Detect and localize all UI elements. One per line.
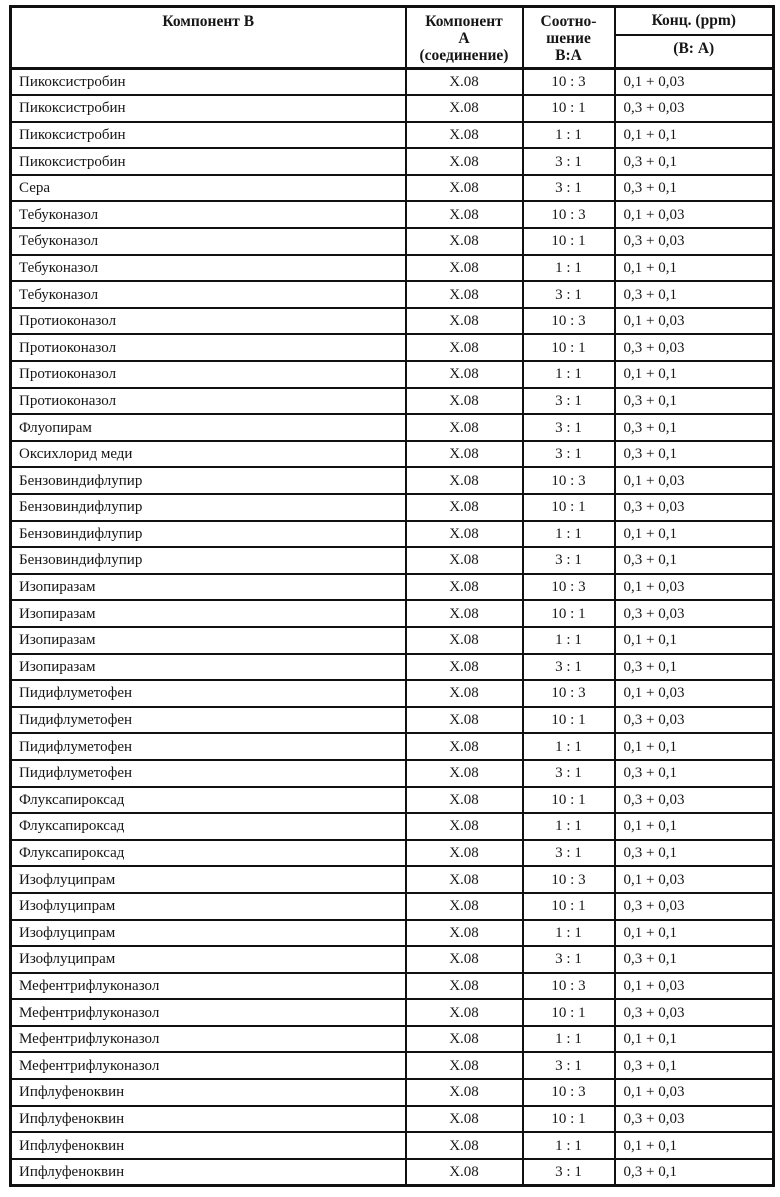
- table-row: [11, 654, 774, 681]
- ratio-cell: 3 : 1: [523, 1052, 615, 1079]
- component-b-cell: Пидифлуметофен: [11, 733, 406, 760]
- ratio-cell: 1 : 1: [523, 813, 615, 840]
- component-a-cell: X.08: [406, 69, 523, 96]
- concentration-cell: 0,3 + 0,03: [615, 228, 774, 255]
- ratio-cell: 3 : 1: [523, 547, 615, 574]
- ratio-cell: 10 : 1: [523, 95, 615, 122]
- ratio-cell: 10 : 1: [523, 600, 615, 627]
- component-a-cell: X.08: [406, 494, 523, 521]
- component-b-cell: Протиоконазол: [11, 361, 406, 388]
- concentration-cell: 0,3 + 0,03: [615, 999, 774, 1026]
- ratio-cell: 1 : 1: [523, 920, 615, 947]
- component-a-cell: X.08: [406, 600, 523, 627]
- ratio-cell: 3 : 1: [523, 946, 615, 973]
- ratio-cell: 1 : 1: [523, 255, 615, 282]
- component-b-cell: Ипфлуфеноквин: [11, 1079, 406, 1106]
- ratio-cell: 1 : 1: [523, 733, 615, 760]
- concentration-cell: 0,3 + 0,03: [615, 600, 774, 627]
- component-a-cell: X.08: [406, 201, 523, 228]
- ratio-cell: 3 : 1: [523, 175, 615, 202]
- table-row: [11, 627, 774, 654]
- ratio-cell: 3 : 1: [523, 1159, 615, 1186]
- concentration-cell: 0,1 + 0,1: [615, 1026, 774, 1053]
- table-row: [11, 1159, 774, 1186]
- table-row: [11, 840, 774, 867]
- header-concentration-sub: (В: А): [615, 35, 774, 69]
- table-row: [11, 122, 774, 149]
- concentration-cell: 0,1 + 0,03: [615, 201, 774, 228]
- component-a-cell: X.08: [406, 866, 523, 893]
- component-a-cell: X.08: [406, 680, 523, 707]
- component-a-cell: X.08: [406, 733, 523, 760]
- component-a-cell: X.08: [406, 627, 523, 654]
- component-b-cell: Сера: [11, 175, 406, 202]
- ratio-cell: 3 : 1: [523, 441, 615, 468]
- ratio-cell: 3 : 1: [523, 281, 615, 308]
- ratio-cell: 10 : 1: [523, 999, 615, 1026]
- ratio-cell: 10 : 1: [523, 334, 615, 361]
- ratio-cell: 3 : 1: [523, 388, 615, 415]
- concentration-cell: 0,1 + 0,03: [615, 680, 774, 707]
- table-row: [11, 441, 774, 468]
- concentration-cell: 0,3 + 0,03: [615, 893, 774, 920]
- concentration-cell: 0,1 + 0,03: [615, 973, 774, 1000]
- component-b-cell: Тебуконазол: [11, 255, 406, 282]
- concentration-cell: 0,3 + 0,1: [615, 1052, 774, 1079]
- ratio-cell: 1 : 1: [523, 122, 615, 149]
- component-a-cell: X.08: [406, 308, 523, 335]
- concentration-cell: 0,3 + 0,1: [615, 760, 774, 787]
- component-b-cell: Бензовиндифлупир: [11, 547, 406, 574]
- header-concentration: Конц. (ppm): [615, 7, 774, 35]
- ratio-cell: 3 : 1: [523, 840, 615, 867]
- ratio-cell: 10 : 1: [523, 494, 615, 521]
- concentration-cell: 0,1 + 0,03: [615, 467, 774, 494]
- concentration-cell: 0,1 + 0,1: [615, 255, 774, 282]
- component-a-cell: X.08: [406, 574, 523, 601]
- component-b-cell: Тебуконазол: [11, 228, 406, 255]
- table-row: [11, 787, 774, 814]
- component-b-cell: Пидифлуметофен: [11, 680, 406, 707]
- concentration-cell: 0,3 + 0,1: [615, 547, 774, 574]
- table-row: [11, 574, 774, 601]
- ratio-cell: 10 : 3: [523, 866, 615, 893]
- header-ratio: Соотно- шение В:А: [523, 7, 615, 69]
- ratio-cell: 10 : 3: [523, 69, 615, 96]
- concentration-cell: 0,3 + 0,1: [615, 840, 774, 867]
- concentration-cell: 0,3 + 0,1: [615, 148, 774, 175]
- component-a-cell: X.08: [406, 122, 523, 149]
- concentration-cell: 0,3 + 0,03: [615, 95, 774, 122]
- concentration-cell: 0,3 + 0,1: [615, 1159, 774, 1186]
- component-b-cell: Бензовиндифлупир: [11, 467, 406, 494]
- component-a-cell: X.08: [406, 946, 523, 973]
- concentration-cell: 0,1 + 0,1: [615, 1132, 774, 1159]
- concentration-cell: 0,1 + 0,1: [615, 361, 774, 388]
- table-row: [11, 334, 774, 361]
- table-row: [11, 388, 774, 415]
- component-a-cell: X.08: [406, 999, 523, 1026]
- component-a-cell: X.08: [406, 521, 523, 548]
- table-row: [11, 175, 774, 202]
- table-row: [11, 228, 774, 255]
- concentration-cell: 0,3 + 0,03: [615, 334, 774, 361]
- component-b-cell: Изофлуципрам: [11, 893, 406, 920]
- component-b-cell: Пидифлуметофен: [11, 760, 406, 787]
- concentration-cell: 0,3 + 0,1: [615, 441, 774, 468]
- component-b-cell: Бензовиндифлупир: [11, 494, 406, 521]
- table-row: [11, 255, 774, 282]
- component-a-cell: X.08: [406, 840, 523, 867]
- ratio-cell: 1 : 1: [523, 361, 615, 388]
- component-a-cell: X.08: [406, 787, 523, 814]
- table-row: [11, 69, 774, 96]
- component-a-cell: X.08: [406, 1159, 523, 1186]
- ratio-cell: 3 : 1: [523, 414, 615, 441]
- component-b-cell: Тебуконазол: [11, 201, 406, 228]
- ratio-cell: 10 : 3: [523, 680, 615, 707]
- component-a-cell: X.08: [406, 148, 523, 175]
- ratio-cell: 1 : 1: [523, 521, 615, 548]
- component-b-cell: Бензовиндифлупир: [11, 521, 406, 548]
- table-row: [11, 760, 774, 787]
- concentration-cell: 0,1 + 0,03: [615, 574, 774, 601]
- component-a-cell: X.08: [406, 441, 523, 468]
- ratio-cell: 10 : 3: [523, 1079, 615, 1106]
- table-row: [11, 813, 774, 840]
- ratio-cell: 10 : 1: [523, 787, 615, 814]
- component-a-cell: X.08: [406, 467, 523, 494]
- component-b-cell: Протиоконазол: [11, 388, 406, 415]
- component-b-cell: Пикоксистробин: [11, 95, 406, 122]
- header-component-b: Компонент В: [11, 7, 406, 69]
- concentration-cell: 0,1 + 0,03: [615, 866, 774, 893]
- component-b-cell: Мефентрифлуконазол: [11, 973, 406, 1000]
- component-a-cell: X.08: [406, 654, 523, 681]
- ratio-cell: 10 : 3: [523, 574, 615, 601]
- header-component-a: Компонент А (соединение): [406, 7, 523, 69]
- table-row: [11, 1132, 774, 1159]
- component-b-cell: Изопиразам: [11, 574, 406, 601]
- table-header: [11, 7, 774, 69]
- concentration-cell: 0,3 + 0,03: [615, 494, 774, 521]
- component-a-cell: X.08: [406, 1026, 523, 1053]
- component-b-cell: Изофлуципрам: [11, 920, 406, 947]
- component-a-cell: X.08: [406, 255, 523, 282]
- component-b-cell: Пидифлуметофен: [11, 707, 406, 734]
- component-b-cell: Изофлуципрам: [11, 866, 406, 893]
- table-row: [11, 1079, 774, 1106]
- concentration-cell: 0,1 + 0,03: [615, 308, 774, 335]
- concentration-cell: 0,3 + 0,03: [615, 1106, 774, 1133]
- component-b-cell: Тебуконазол: [11, 281, 406, 308]
- component-a-cell: X.08: [406, 760, 523, 787]
- table-row: [11, 999, 774, 1026]
- table-row: [11, 521, 774, 548]
- component-b-cell: Ипфлуфеноквин: [11, 1132, 406, 1159]
- table-row: [11, 893, 774, 920]
- table-row: [11, 946, 774, 973]
- concentration-cell: 0,1 + 0,1: [615, 122, 774, 149]
- table-row: [11, 361, 774, 388]
- concentration-cell: 0,1 + 0,03: [615, 69, 774, 96]
- component-b-cell: Оксихлорид меди: [11, 441, 406, 468]
- table-row: [11, 733, 774, 760]
- table-row: [11, 148, 774, 175]
- table-row: [11, 707, 774, 734]
- concentration-cell: 0,3 + 0,1: [615, 946, 774, 973]
- concentration-cell: 0,1 + 0,1: [615, 521, 774, 548]
- component-b-cell: Изопиразам: [11, 627, 406, 654]
- component-b-cell: Флуксапироксад: [11, 813, 406, 840]
- component-b-cell: Мефентрифлуконазол: [11, 999, 406, 1026]
- table-row: [11, 1026, 774, 1053]
- ratio-cell: 3 : 1: [523, 148, 615, 175]
- table-row: [11, 1052, 774, 1079]
- table-row: [11, 95, 774, 122]
- component-a-cell: X.08: [406, 228, 523, 255]
- component-b-cell: Флуопирам: [11, 414, 406, 441]
- ratio-cell: 3 : 1: [523, 654, 615, 681]
- concentration-cell: 0,1 + 0,1: [615, 733, 774, 760]
- concentration-cell: 0,3 + 0,03: [615, 787, 774, 814]
- component-a-cell: X.08: [406, 1106, 523, 1133]
- component-a-cell: X.08: [406, 1132, 523, 1159]
- ratio-cell: 10 : 1: [523, 228, 615, 255]
- concentration-cell: 0,3 + 0,1: [615, 281, 774, 308]
- component-a-cell: X.08: [406, 813, 523, 840]
- concentration-cell: 0,3 + 0,1: [615, 414, 774, 441]
- concentration-cell: 0,3 + 0,1: [615, 654, 774, 681]
- table-row: [11, 920, 774, 947]
- ratio-cell: 10 : 1: [523, 893, 615, 920]
- ratio-cell: 10 : 3: [523, 973, 615, 1000]
- ratio-cell: 3 : 1: [523, 760, 615, 787]
- component-a-cell: X.08: [406, 361, 523, 388]
- components-table: [9, 5, 775, 1187]
- component-b-cell: Пикоксистробин: [11, 69, 406, 96]
- ratio-cell: 1 : 1: [523, 1132, 615, 1159]
- component-b-cell: Мефентрифлуконазол: [11, 1026, 406, 1053]
- table-row: [11, 600, 774, 627]
- component-a-cell: X.08: [406, 334, 523, 361]
- component-a-cell: X.08: [406, 973, 523, 1000]
- component-b-cell: Пикоксистробин: [11, 122, 406, 149]
- component-b-cell: Пикоксистробин: [11, 148, 406, 175]
- component-a-cell: X.08: [406, 1052, 523, 1079]
- ratio-cell: 10 : 3: [523, 308, 615, 335]
- ratio-cell: 1 : 1: [523, 1026, 615, 1053]
- component-b-cell: Ипфлуфеноквин: [11, 1159, 406, 1186]
- component-a-cell: X.08: [406, 707, 523, 734]
- component-a-cell: X.08: [406, 547, 523, 574]
- ratio-cell: 10 : 1: [523, 707, 615, 734]
- component-a-cell: X.08: [406, 388, 523, 415]
- concentration-cell: 0,1 + 0,1: [615, 920, 774, 947]
- component-b-cell: Протиоконазол: [11, 334, 406, 361]
- table-row: [11, 973, 774, 1000]
- ratio-cell: 10 : 3: [523, 467, 615, 494]
- component-b-cell: Изопиразам: [11, 600, 406, 627]
- table-row: [11, 467, 774, 494]
- ratio-cell: 10 : 1: [523, 1106, 615, 1133]
- table-row: [11, 494, 774, 521]
- component-a-cell: X.08: [406, 414, 523, 441]
- table-row: [11, 308, 774, 335]
- table-row: [11, 414, 774, 441]
- component-a-cell: X.08: [406, 95, 523, 122]
- table-row: [11, 1106, 774, 1133]
- component-a-cell: X.08: [406, 281, 523, 308]
- table-row: [11, 866, 774, 893]
- component-b-cell: Флуксапироксад: [11, 840, 406, 867]
- ratio-cell: 10 : 3: [523, 201, 615, 228]
- component-a-cell: X.08: [406, 893, 523, 920]
- table-row: [11, 281, 774, 308]
- component-a-cell: X.08: [406, 1079, 523, 1106]
- table-row: [11, 201, 774, 228]
- component-a-cell: X.08: [406, 175, 523, 202]
- component-b-cell: Изофлуципрам: [11, 946, 406, 973]
- table-row: [11, 547, 774, 574]
- ratio-cell: 1 : 1: [523, 627, 615, 654]
- concentration-cell: 0,1 + 0,1: [615, 627, 774, 654]
- component-b-cell: Протиоконазол: [11, 308, 406, 335]
- concentration-cell: 0,3 + 0,1: [615, 388, 774, 415]
- component-b-cell: Флуксапироксад: [11, 787, 406, 814]
- component-b-cell: Изопиразам: [11, 654, 406, 681]
- component-b-cell: Ипфлуфеноквин: [11, 1106, 406, 1133]
- component-a-cell: X.08: [406, 920, 523, 947]
- concentration-cell: 0,3 + 0,03: [615, 707, 774, 734]
- component-b-cell: Мефентрифлуконазол: [11, 1052, 406, 1079]
- concentration-cell: 0,3 + 0,1: [615, 175, 774, 202]
- table-body: [11, 69, 774, 1186]
- concentration-cell: 0,1 + 0,03: [615, 1079, 774, 1106]
- concentration-cell: 0,1 + 0,1: [615, 813, 774, 840]
- table-row: [11, 680, 774, 707]
